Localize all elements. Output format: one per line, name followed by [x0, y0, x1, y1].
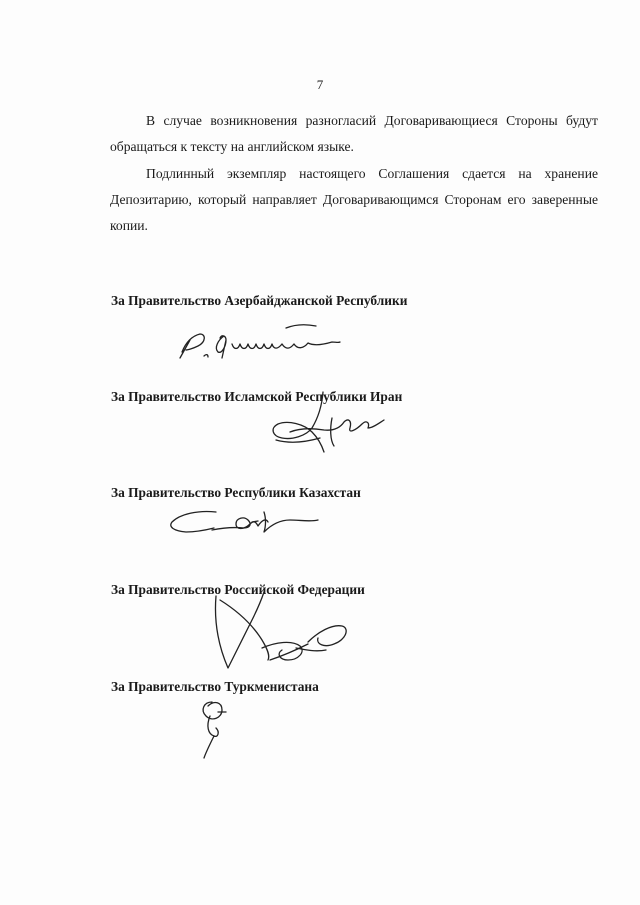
signatory-russia: За Правительство Российской Федерации [111, 582, 365, 597]
paragraph-disagreements-text: В случае возникновения разногласий Договаривающиеся Стороны будут обращаться к тексту на английском языке. [110, 113, 598, 154]
paragraph-depositary [110, 161, 598, 239]
signature-turkmenistan [203, 702, 226, 758]
signature-russia [216, 592, 347, 668]
signature-azerbaijan [180, 325, 340, 358]
paragraph-depositary-text: Подлинный экземпляр настоящего Соглашения сдается на хранение Депозитарию, который направляет Договаривающимся Сторонам его заверенные копии. [110, 166, 598, 233]
page-number: 7 [316, 77, 324, 92]
signatory-azerbaijan: За Правительство Азербайджанской Республики [111, 293, 408, 308]
paragraph-disagreements [110, 108, 598, 160]
signatory-turkmenistan: За Правительство Туркменистана [111, 679, 319, 694]
signatory-iran: За Правительство Исламской Республики Иран [111, 389, 403, 404]
signatory-kazakhstan: За Правительство Республики Казахстан [111, 485, 361, 500]
signature-kazakhstan [171, 511, 318, 532]
